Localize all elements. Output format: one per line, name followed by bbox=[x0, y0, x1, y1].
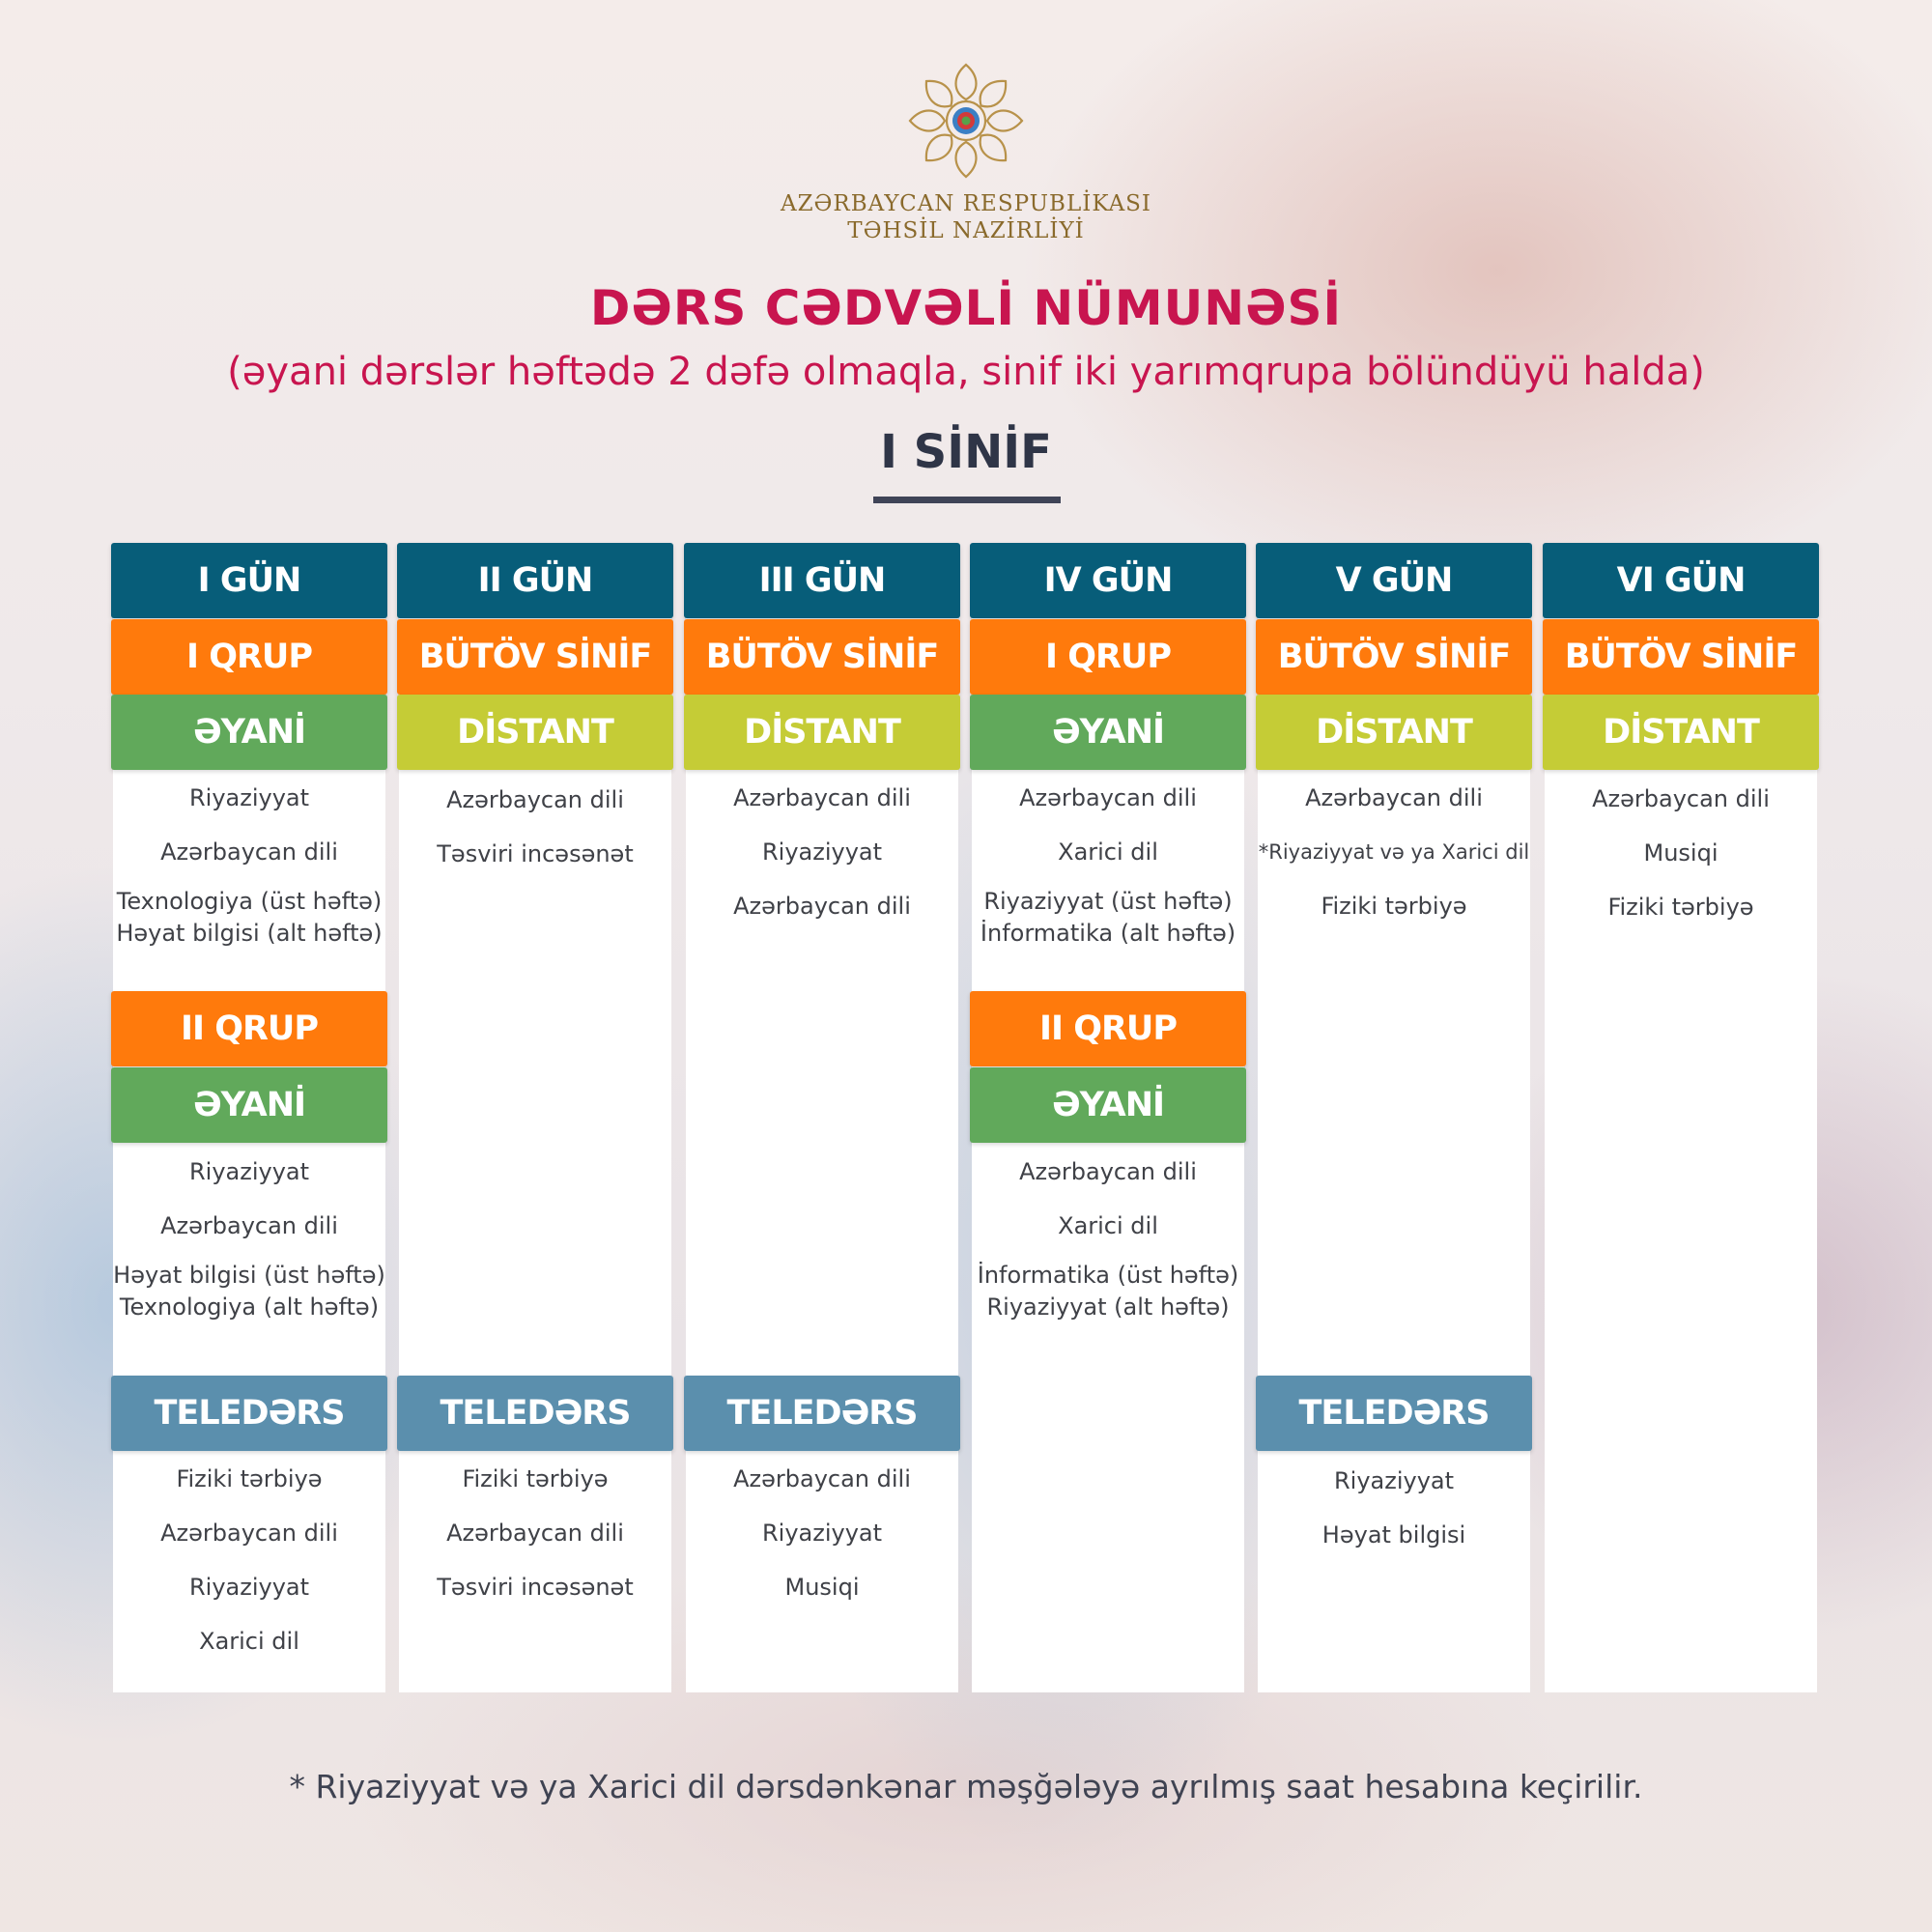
footnote: * Riyaziyyat və ya Xarici dil dərsdənkənar məşğələyə ayrılmış saat hesabına keçirilir. bbox=[289, 1768, 1643, 1805]
grade-underline bbox=[873, 497, 1061, 503]
teleders-list bbox=[684, 1459, 960, 1621]
lesson-item: Təsviri incəsənət bbox=[437, 1574, 634, 1601]
grade-title: I SİNİF bbox=[880, 425, 1052, 479]
lesson-item: Azərbaycan dili bbox=[160, 838, 338, 866]
lesson-item: Xarici dil bbox=[199, 1628, 299, 1655]
mode-header: DİSTANT bbox=[397, 695, 673, 770]
lesson-item: İnformatika (üst həftə) bbox=[977, 1262, 1239, 1289]
lesson-list bbox=[111, 778, 387, 950]
lesson-item: Riyaziyyat bbox=[1333, 1467, 1455, 1494]
ministry-emblem-logo bbox=[898, 53, 1034, 188]
lesson-item: Azərbaycan dili bbox=[1592, 785, 1770, 812]
lesson-item: Azərbaycan dili bbox=[446, 1520, 624, 1547]
lesson-item: Həyat bilgisi bbox=[1321, 1521, 1466, 1548]
lesson-item: Azərbaycan dili bbox=[733, 893, 911, 920]
mode-header: DİSTANT bbox=[1543, 695, 1819, 770]
lesson-item: *Riyaziyyat və ya Xarici dil bbox=[1258, 840, 1530, 864]
group-header: II QRUP bbox=[970, 991, 1246, 1066]
lesson-item: Musiqi bbox=[1643, 839, 1719, 867]
lesson-item: Azərbaycan dili bbox=[446, 786, 624, 813]
lesson-item: Texnologiya (üst həftə) bbox=[116, 888, 383, 915]
group-header: II QRUP bbox=[111, 991, 387, 1066]
day-header: VI GÜN bbox=[1543, 543, 1819, 618]
group-header: BÜTÖV SİNİF bbox=[1256, 619, 1532, 695]
teleders-header: TELEDƏRS bbox=[111, 1376, 387, 1451]
lesson-item: Riyaziyyat bbox=[761, 1520, 883, 1547]
lesson-item: Musiqi bbox=[784, 1574, 860, 1601]
teleders-list bbox=[111, 1459, 387, 1675]
day-header: V GÜN bbox=[1256, 543, 1532, 618]
ministry-name-line2: TƏHSİL NAZİRLİYİ bbox=[847, 218, 1085, 243]
mode-header: ƏYANİ bbox=[970, 695, 1246, 770]
lesson-list bbox=[111, 1151, 387, 1323]
lesson-item: Riyaziyyat (üst həftə) bbox=[983, 888, 1233, 915]
mode-header: ƏYANİ bbox=[970, 1067, 1246, 1143]
lesson-item: Həyat bilgisi (alt həftə) bbox=[116, 920, 383, 947]
day-header: II GÜN bbox=[397, 543, 673, 618]
ministry-name-line1: AZƏRBAYCAN RESPUBLİKASI bbox=[780, 191, 1152, 216]
page-subtitle: (əyani dərslər həftədə 2 dəfə olmaqla, sinif iki yarımqrupa bölündüyü halda) bbox=[227, 350, 1705, 394]
lesson-item: Fiziki tərbiyə bbox=[462, 1465, 609, 1492]
lesson-list bbox=[1543, 779, 1819, 941]
lesson-item: Azərbaycan dili bbox=[1019, 784, 1197, 811]
lesson-item: Riyaziyyat (alt həftə) bbox=[986, 1293, 1230, 1321]
mode-header: DİSTANT bbox=[684, 695, 960, 770]
lesson-item: Azərbaycan dili bbox=[1019, 1158, 1197, 1185]
teleders-header: TELEDƏRS bbox=[684, 1376, 960, 1451]
day-header: I GÜN bbox=[111, 543, 387, 618]
lesson-item: Azərbaycan dili bbox=[1305, 784, 1483, 811]
teleders-header: TELEDƏRS bbox=[1256, 1376, 1532, 1451]
group-header: BÜTÖV SİNİF bbox=[397, 619, 673, 695]
day-header: III GÜN bbox=[684, 543, 960, 618]
teleders-list bbox=[1256, 1461, 1532, 1569]
lesson-item: Fiziki tərbiyə bbox=[1607, 894, 1754, 921]
lesson-item: Texnologiya (alt həftə) bbox=[119, 1293, 380, 1321]
lesson-item: Fiziki tərbiyə bbox=[176, 1465, 323, 1492]
lesson-item: Riyaziyyat bbox=[761, 838, 883, 866]
group-header: I QRUP bbox=[111, 619, 387, 695]
lesson-item: Azərbaycan dili bbox=[160, 1212, 338, 1239]
mode-header: ƏYANİ bbox=[111, 695, 387, 770]
teleders-list bbox=[397, 1459, 673, 1621]
group-header: BÜTÖV SİNİF bbox=[1543, 619, 1819, 695]
lesson-item: Fiziki tərbiyə bbox=[1321, 893, 1467, 920]
lesson-item: İnformatika (alt həftə) bbox=[980, 920, 1236, 947]
lesson-list bbox=[1256, 778, 1532, 940]
page-title: DƏRS CƏDVƏLİ NÜMUNƏSİ bbox=[589, 280, 1343, 336]
lesson-item: Riyaziyyat bbox=[188, 784, 310, 811]
lesson-item: Azərbaycan dili bbox=[733, 1465, 911, 1492]
mode-header: DİSTANT bbox=[1256, 695, 1532, 770]
lesson-item: Riyaziyyat bbox=[188, 1158, 310, 1185]
lesson-item: Azərbaycan dili bbox=[160, 1520, 338, 1547]
day-header: IV GÜN bbox=[970, 543, 1246, 618]
lesson-item: Həyat bilgisi (üst həftə) bbox=[113, 1262, 385, 1289]
lesson-item: Riyaziyyat bbox=[188, 1574, 310, 1601]
lesson-item: Azərbaycan dili bbox=[733, 784, 911, 811]
lesson-item: Xarici dil bbox=[1058, 1212, 1158, 1239]
group-header: BÜTÖV SİNİF bbox=[684, 619, 960, 695]
mode-header: ƏYANİ bbox=[111, 1067, 387, 1143]
lesson-list bbox=[970, 1151, 1246, 1323]
lesson-list bbox=[397, 780, 673, 888]
lesson-item: Xarici dil bbox=[1058, 838, 1158, 866]
lesson-list bbox=[684, 778, 960, 940]
group-header: I QRUP bbox=[970, 619, 1246, 695]
lesson-item: Təsviri incəsənət bbox=[437, 840, 634, 867]
teleders-header: TELEDƏRS bbox=[397, 1376, 673, 1451]
lesson-list bbox=[970, 778, 1246, 950]
